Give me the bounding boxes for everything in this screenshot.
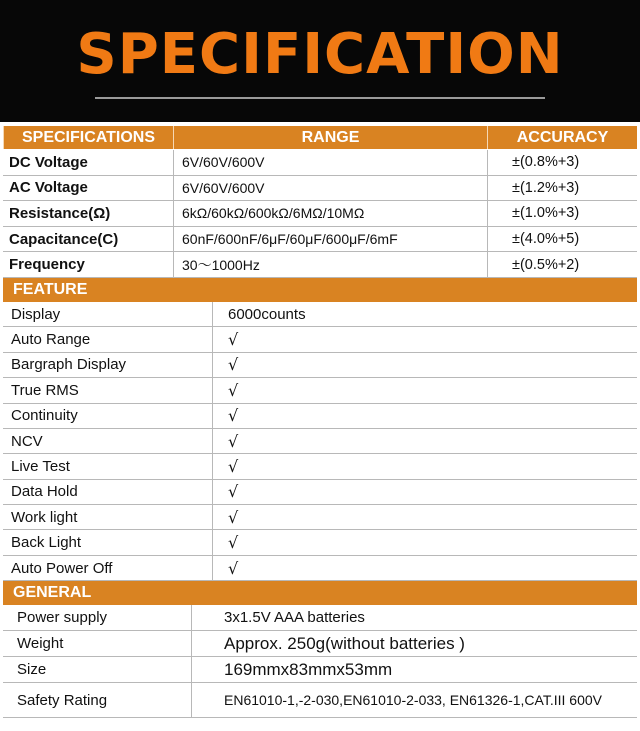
table-row bbox=[3, 404, 637, 429]
general-value: 3x1.5V AAA batteries bbox=[191, 605, 637, 630]
spec-accuracy: ±(0.5%+2) bbox=[487, 252, 637, 277]
feature-name: Auto Range bbox=[11, 331, 91, 349]
checkmark-icon: √ bbox=[212, 505, 637, 529]
table-row bbox=[3, 227, 637, 253]
spec-accuracy: ±(4.0%+5) bbox=[487, 227, 637, 252]
feature-name: Work light bbox=[11, 508, 78, 526]
table-row bbox=[3, 429, 637, 454]
checkmark-icon: √ bbox=[212, 480, 637, 504]
checkmark-icon: √ bbox=[212, 530, 637, 554]
feature-name: Auto Power Off bbox=[11, 559, 113, 577]
general-name: Power supply bbox=[17, 609, 108, 627]
spec-range: 6V/60V/600V bbox=[173, 150, 487, 175]
checkmark-icon: √ bbox=[212, 404, 637, 428]
table-row bbox=[3, 176, 637, 202]
feature-section-header bbox=[3, 278, 637, 302]
header-accuracy: ACCURACY bbox=[487, 126, 637, 149]
feature-name: Back Light bbox=[11, 534, 82, 552]
spec-range: 6V/60V/600V bbox=[173, 176, 487, 201]
general-name: Size bbox=[17, 661, 47, 679]
spec-name: Resistance(Ω) bbox=[9, 204, 111, 222]
table-row bbox=[3, 631, 637, 657]
spec-sheet bbox=[3, 126, 637, 718]
checkmark-icon: √ bbox=[212, 454, 637, 478]
spec-table-header bbox=[3, 126, 637, 150]
general-name: Safety Rating bbox=[17, 691, 108, 709]
table-row bbox=[3, 252, 637, 278]
table-row bbox=[3, 150, 637, 176]
spec-name: Capacitance(C) bbox=[9, 230, 119, 248]
checkmark-icon: √ bbox=[212, 327, 637, 351]
feature-name: Data Hold bbox=[11, 483, 78, 501]
spec-range: 6kΩ/60kΩ/600kΩ/6MΩ/10MΩ bbox=[173, 201, 487, 226]
spec-name: AC Voltage bbox=[9, 179, 88, 197]
title-banner bbox=[0, 0, 640, 122]
table-row bbox=[3, 605, 637, 631]
spec-range: 60nF/600nF/6μF/60μF/600μF/6mF bbox=[173, 227, 487, 252]
table-row bbox=[3, 657, 637, 683]
general-value: EN61010-1,-2-030,EN61010-2-033, EN61326-1,CAT.III 600V bbox=[191, 683, 637, 717]
checkmark-icon: √ bbox=[212, 378, 637, 402]
feature-value: 6000counts bbox=[212, 302, 637, 326]
spec-accuracy: ±(0.8%+3) bbox=[487, 150, 637, 175]
header-specifications: SPECIFICATIONS bbox=[3, 126, 173, 149]
feature-name: Display bbox=[11, 305, 61, 323]
table-row bbox=[3, 454, 637, 479]
feature-name: True RMS bbox=[11, 381, 79, 399]
general-section-header bbox=[3, 581, 637, 605]
spec-name: DC Voltage bbox=[9, 153, 88, 171]
checkmark-icon: √ bbox=[212, 556, 637, 580]
checkmark-icon: √ bbox=[212, 429, 637, 453]
table-row bbox=[3, 480, 637, 505]
general-name: Weight bbox=[17, 635, 64, 653]
table-row bbox=[3, 683, 637, 718]
header-range: RANGE bbox=[173, 126, 487, 149]
general-value: Approx. 250g(without batteries ) bbox=[191, 631, 637, 656]
table-row bbox=[3, 353, 637, 378]
title-underline bbox=[95, 97, 545, 99]
table-row bbox=[3, 530, 637, 555]
feature-name: Live Test bbox=[11, 458, 70, 475]
feature-name: Bargraph Display bbox=[11, 356, 127, 374]
table-row bbox=[3, 302, 637, 327]
feature-name: Continuity bbox=[11, 407, 78, 425]
table-row bbox=[3, 327, 637, 352]
spec-name: Frequency bbox=[9, 256, 85, 274]
table-row bbox=[3, 505, 637, 530]
spec-range: 30～1000Hz bbox=[173, 252, 487, 277]
feature-name: NCV bbox=[11, 432, 43, 450]
table-row bbox=[3, 378, 637, 403]
table-row bbox=[3, 201, 637, 227]
checkmark-icon: √ bbox=[212, 353, 637, 377]
table-row bbox=[3, 556, 637, 581]
general-value: 169mmx83mmx53mm bbox=[191, 657, 637, 682]
feature-title: FEATURE bbox=[13, 280, 88, 298]
spec-accuracy: ±(1.2%+3) bbox=[487, 176, 637, 201]
general-title: GENERAL bbox=[13, 584, 92, 602]
spec-accuracy: ±(1.0%+3) bbox=[487, 201, 637, 226]
page-title: SPECIFICATION bbox=[76, 22, 564, 87]
